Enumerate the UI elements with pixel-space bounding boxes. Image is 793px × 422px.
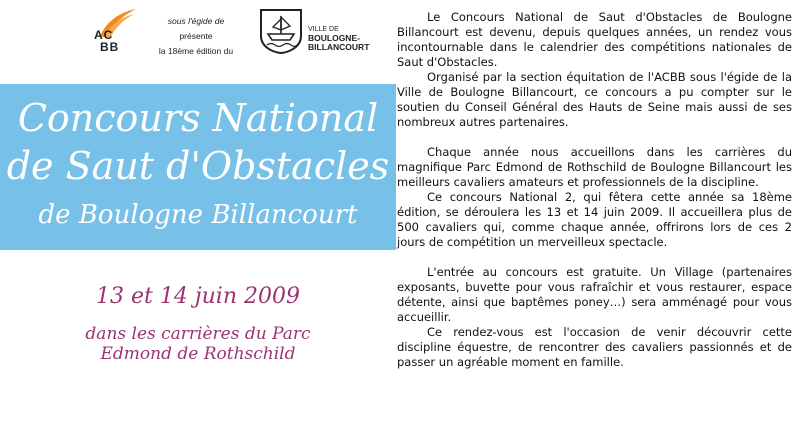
acbb-logo-text (94, 29, 119, 53)
banner-title-line3: de Boulogne Billancourt (38, 200, 358, 230)
left-panel (0, 0, 396, 422)
article-paragraph-3: Chaque année nous accueillons dans les carrières du magnifique Parc Edmond de Rothschild de Boulogne Billancourt les meilleurs cavaliers amateurs et professionnels de la discipline. (397, 145, 792, 189)
acbb-logo (82, 7, 140, 61)
event-place-line1: dans les carrières du Parc (85, 324, 311, 344)
acbb-logo-line2: BB (100, 40, 120, 54)
city-line-boulogne: BOULOGNE- (308, 33, 360, 43)
title-banner (0, 84, 396, 250)
intro-line-egide: sous l'égide de (167, 16, 225, 26)
intro-line-presente: présente (179, 31, 213, 41)
city-ship-emblem-icon (259, 8, 303, 54)
boulogne-billancourt-logo (259, 8, 389, 56)
banner-title-line2: de Saut d'Obstacles (6, 144, 390, 188)
intro-text (148, 14, 244, 59)
city-line-billancourt: BILLANCOURT (308, 42, 370, 52)
banner-title-line1: Concours National (17, 96, 379, 140)
city-name (308, 25, 369, 52)
event-dates: 13 et 14 juin 2009 (95, 284, 300, 309)
article-paragraph-4: Ce concours National 2, qui fêtera cette année sa 18ème édition, se déroulera les 13 et 14 juin 2009. Il accueillera plus de 500 cavaliers qui, comme chaque année, offrirons lors de ces 2 jours de compétition un merveilleux spectacle. (397, 190, 792, 249)
article-paragraph-5: L'entrée au concours est gratuite. Un Village (partenaires exposants, buvette pour vous rafraîchir et vous restaurer, espace détente, ainsi que baptêmes poney…) sera amménagé pour vous accueillir. (397, 265, 792, 324)
intro-line-edition: la 18ème édition du (158, 46, 234, 56)
article-paragraph-1: Le Concours National de Saut d'Obstacles de Boulogne Billancourt est devenu, depuis quelques années, un rendez vous incontournable dans le calendrier des compétitions nationales de Saut d'Obstacles. (397, 10, 792, 69)
article-paragraph-6: Ce rendez-vous est l'occasion de venir découvrir cette discipline équestre, de rencontrer des cavaliers passionnés et de passer un agréable moment en famille. (397, 325, 792, 369)
article-text (397, 10, 792, 370)
acbb-logo-line1: AC (94, 28, 114, 42)
event-place-line2: Edmond de Rothschild (100, 344, 296, 364)
article-paragraph-2: Organisé par la section équitation de l'ACBB sous l'égide de la Ville de Boulogne Billancourt, ce concours a pu compter sur le soutien du Conseil Général des Hauts de Seine mais aussi de ses nombreux autres partenaires. (397, 70, 792, 129)
city-line-ville-de: VILLE DE (308, 26, 339, 33)
